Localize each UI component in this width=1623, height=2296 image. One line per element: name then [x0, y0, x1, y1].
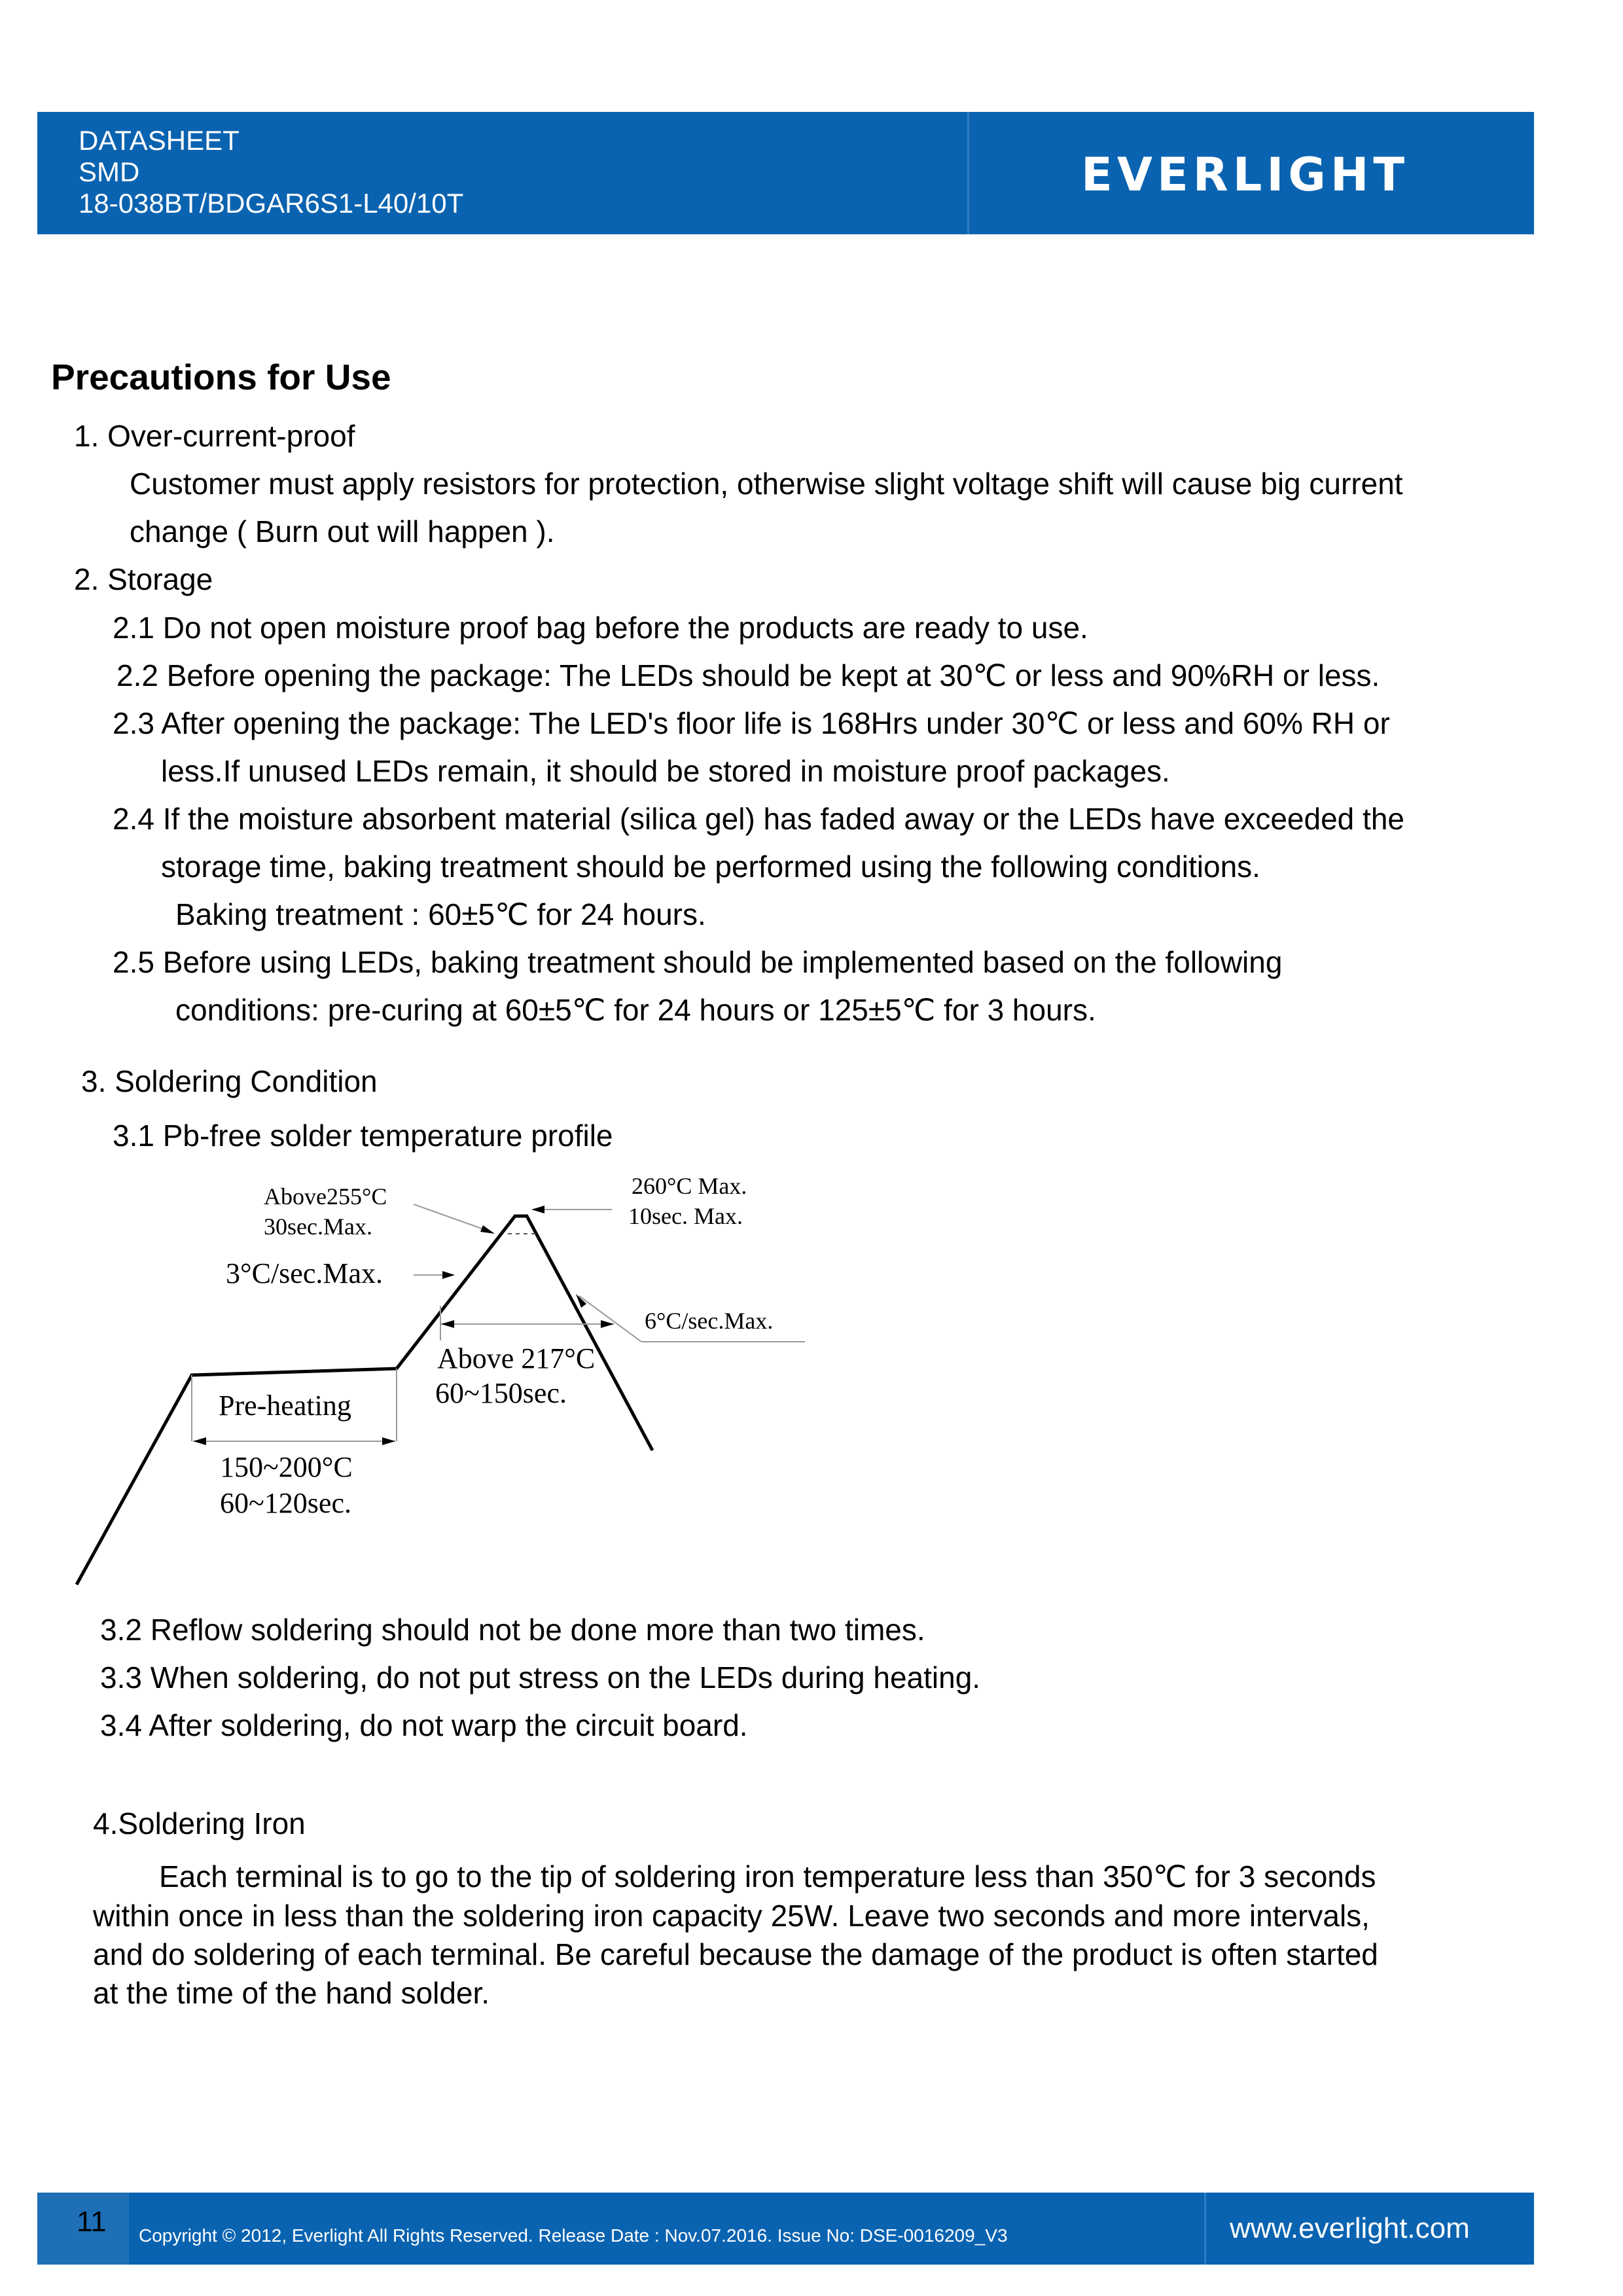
label-above255-time: 30sec.Max.: [264, 1213, 372, 1240]
section-4-heading: 4.Soldering Iron: [93, 1806, 306, 1840]
copyright-text: Copyright © 2012, Everlight All Rights Reserved. Release Date : Nov.07.2016. Issue No: DSE-0016209_V3: [139, 2225, 1008, 2246]
arrow-217-left: [441, 1320, 454, 1328]
arrow-pre-right: [382, 1437, 395, 1445]
section-2-heading: 2. Storage: [74, 562, 213, 596]
section-1-text-2: change ( Burn out will happen ).: [130, 514, 555, 548]
arrow-ramp-up: [442, 1271, 455, 1279]
leader-above255: [414, 1204, 491, 1232]
header-bar: [37, 112, 1534, 234]
storage-2-4b: storage time, baking treatment should be performed using the following conditions.: [161, 850, 1260, 884]
section-1-text-1: Customer must apply resistors for protection, otherwise slight voltage shift will cause big current: [130, 467, 1403, 501]
website-link[interactable]: www.everlight.com: [1230, 2212, 1470, 2244]
label-ramp-up: 3°C/sec.Max.: [226, 1257, 383, 1289]
part-number: 18-038BT/BDGAR6S1-L40/10T: [79, 188, 464, 219]
reflow-profile-chart: [65, 1172, 838, 1590]
footer-divider: [1204, 2193, 1206, 2265]
page-number: 11: [77, 2206, 107, 2238]
label-peak: 260°C Max.: [632, 1173, 747, 1199]
leader-ramp-down: [579, 1296, 641, 1342]
storage-2-3b: less.If unused LEDs remain, it should be stored in moisture proof packages.: [161, 754, 1170, 788]
storage-2-2: 2.2 Before opening the package: The LEDs should be kept at 30℃ or less and 90%RH or less.: [116, 658, 1380, 692]
storage-2-4a: 2.4 If the moisture absorbent material (silica gel) has faded away or the LEDs have exceeded the: [113, 802, 1404, 836]
page-title: Precautions for Use: [51, 357, 391, 397]
header-divider: [967, 112, 969, 234]
doc-type: DATASHEET: [79, 125, 240, 156]
arrow-above255: [480, 1225, 495, 1234]
label-above217: Above 217°C: [437, 1342, 596, 1374]
label-preheat-time: 60~120sec.: [220, 1487, 351, 1519]
label-above217-time: 60~150sec.: [435, 1377, 567, 1409]
section-3-heading: 3. Soldering Condition: [81, 1064, 378, 1098]
soldering-3-2: 3.2 Reflow soldering should not be done more than two times.: [100, 1613, 925, 1647]
soldering-3-3: 3.3 When soldering, do not put stress on the LEDs during heating.: [100, 1660, 981, 1695]
iron-line-2: within once in less than the soldering iron capacity 25W. Leave two seconds and more intervals,: [93, 1899, 1370, 1933]
storage-2-1: 2.1 Do not open moisture proof bag before the products are ready to use.: [113, 611, 1088, 645]
arrow-pre-left: [193, 1437, 206, 1445]
package-type: SMD: [79, 156, 140, 187]
label-ramp-down: 6°C/sec.Max.: [645, 1308, 774, 1334]
storage-2-5a: 2.5 Before using LEDs, baking treatment should be implemented based on the following: [113, 945, 1283, 979]
storage-2-3a: 2.3 After opening the package: The LED's floor life is 168Hrs under 30℃ or less and 60% RH or: [113, 706, 1390, 740]
iron-line-3: and do soldering of each terminal. Be careful because the damage of the product is often started: [93, 1937, 1378, 1971]
storage-2-4c: Baking treatment : 60±5℃ for 24 hours.: [175, 897, 706, 931]
label-preheat-temp: 150~200°C: [220, 1451, 353, 1483]
label-peak-time: 10sec. Max.: [628, 1203, 743, 1229]
iron-line-4: at the time of the hand solder.: [93, 1976, 490, 2010]
arrow-217-right: [601, 1320, 614, 1328]
arrow-peak: [531, 1206, 544, 1213]
label-above255: Above255°C: [264, 1183, 387, 1210]
section-1-heading: 1. Over-current-proof: [74, 419, 355, 453]
storage-2-5b: conditions: pre-curing at 60±5℃ for 24 hours or 125±5℃ for 3 hours.: [175, 993, 1096, 1027]
label-preheat: Pre-heating: [219, 1390, 351, 1422]
iron-line-1: Each terminal is to go to the tip of soldering iron temperature less than 350℃ for 3 seconds: [159, 1859, 1376, 1893]
soldering-3-1: 3.1 Pb-free solder temperature profile: [113, 1119, 613, 1153]
soldering-3-4: 3.4 After soldering, do not warp the circuit board.: [100, 1708, 748, 1742]
footer-bar: [37, 2193, 1534, 2265]
everlight-logo: EVERLIGHT: [1081, 148, 1410, 202]
